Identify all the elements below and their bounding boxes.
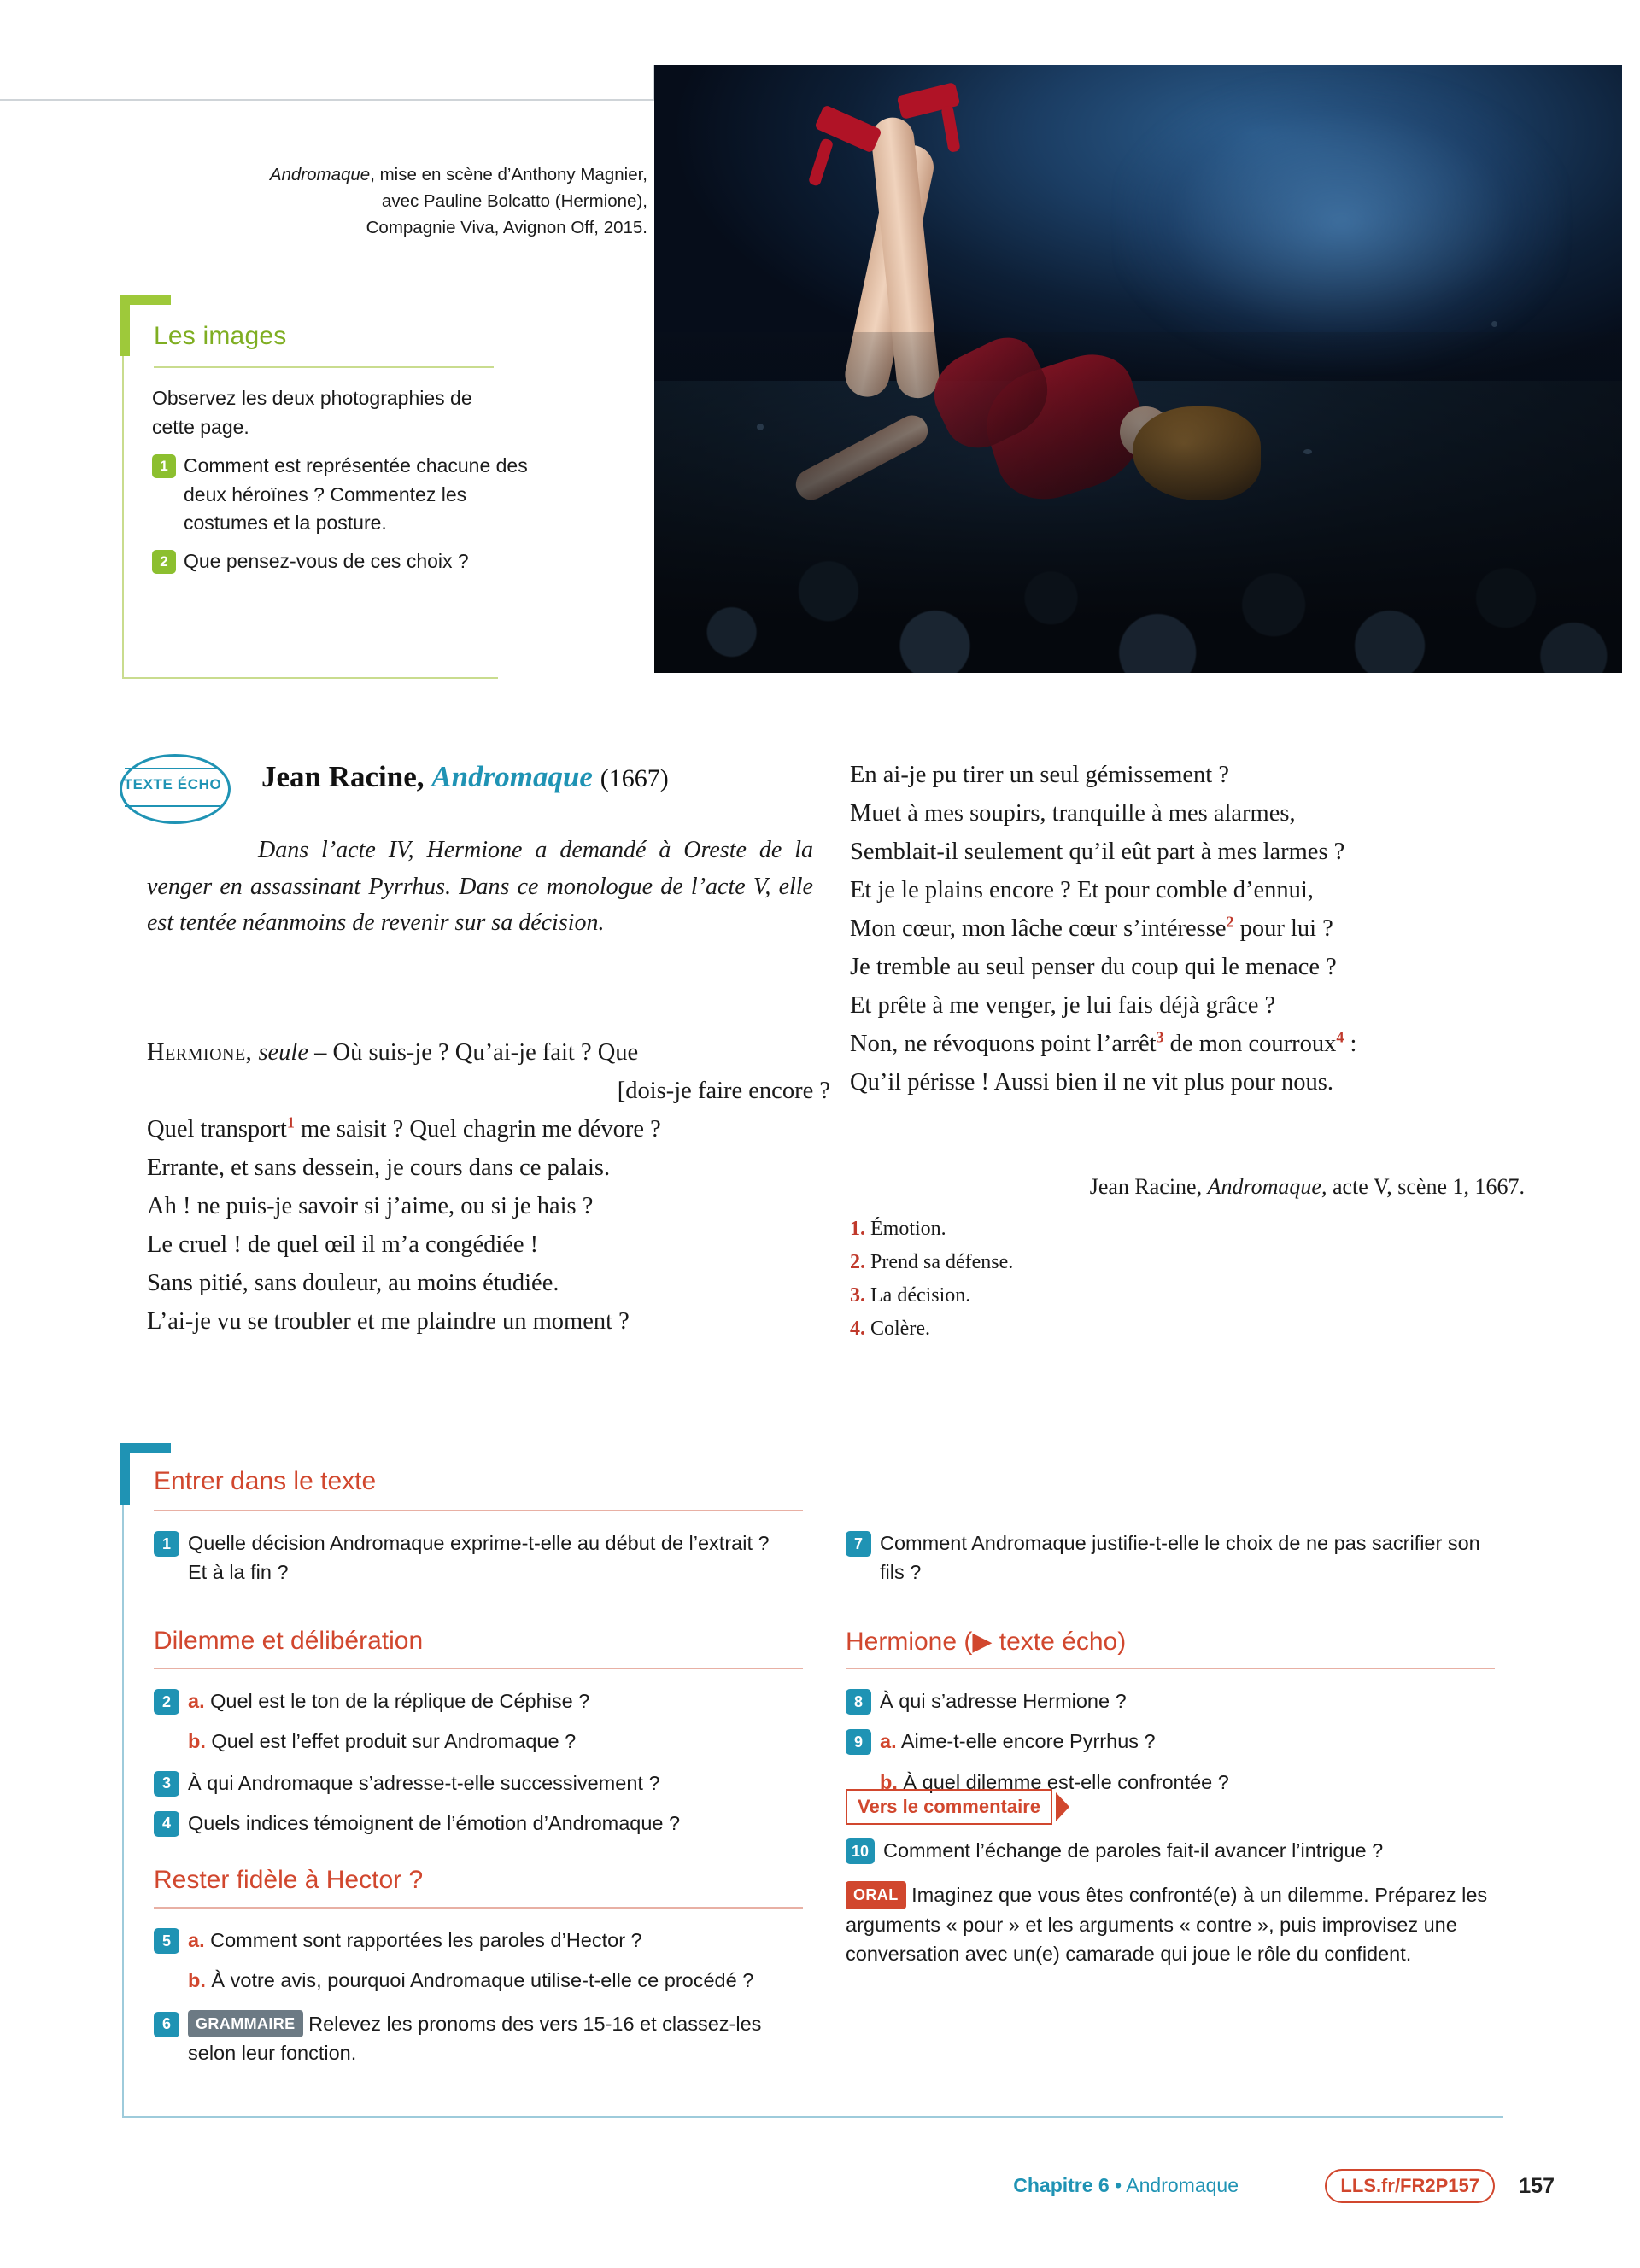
verse-line: Semblait-il seulement qu’il eût part à mes larmes ? <box>850 839 1345 866</box>
question-text <box>188 1926 642 1955</box>
stage-direction: seule <box>258 1039 308 1066</box>
question-number-badge: 10 <box>846 1838 875 1864</box>
les-images-title: Les images <box>154 322 287 350</box>
photo-debris-speck <box>757 424 764 430</box>
footnote-item <box>850 1312 1362 1346</box>
photo-debris-speck <box>1303 449 1312 454</box>
section-rule <box>154 1907 803 1909</box>
section-rule <box>154 1668 803 1669</box>
verse-line: Muet à mes soupirs, tranquille à mes alarmes, <box>850 800 1296 827</box>
panel-corner-accent-vertical <box>120 1443 130 1505</box>
panel-left-rule <box>122 1505 124 2118</box>
stage-photograph <box>654 65 1622 673</box>
verse-line: Quel transport$^1$ me saisit ? Quel chagrin me dévore ? <box>147 1114 661 1143</box>
list-item <box>152 547 536 576</box>
stamp-label: TEXTE ÉCHO <box>123 776 222 792</box>
activities-column-left-2 <box>154 1686 786 1849</box>
activities-column-right <box>846 1529 1495 1599</box>
footnote-text: Émotion. <box>870 1218 946 1240</box>
photo-stage-light <box>1119 77 1564 369</box>
question-number-badge: 4 <box>154 1811 179 1837</box>
chevron-right-icon <box>1056 1792 1069 1821</box>
list-item <box>154 1809 786 1838</box>
vers-le-commentaire-label: Vers le commentaire <box>846 1789 1052 1825</box>
les-images-title-rule <box>154 366 494 368</box>
verse-line: – Où suis-je ? Qu’ai-je fait ? Que <box>314 1039 639 1066</box>
footer-chapter-rest: • Andromaque <box>1109 2174 1239 2196</box>
vers-le-commentaire-content <box>846 1836 1495 1968</box>
les-images-intro: Observez les deux photographies de cette page. <box>152 387 472 439</box>
list-item <box>846 1727 1495 1756</box>
source-title: Andromaque, <box>1207 1174 1327 1199</box>
question-text <box>188 1686 589 1716</box>
verse-line: Et je le plains encore ? Et pour comble d’ennui, <box>850 877 1314 904</box>
activities-column-left <box>154 1529 786 1599</box>
footnote-number: 1. <box>850 1218 865 1240</box>
question-part-label: a. <box>188 1690 205 1712</box>
question-part-text: Quel est l’effet produit sur Andromaque ? <box>205 1730 577 1753</box>
verse-line: Le cruel ! de quel œil il m’a congédiée ! <box>147 1231 539 1259</box>
panel-bottom-rule <box>122 2116 1503 2118</box>
verse-line: Errante, et sans dessein, je cours dans ce palais. <box>147 1154 611 1182</box>
question-text: Comment est représentée chacune des deux héroïnes ? Commentez les costumes et la posture. <box>184 454 528 535</box>
text-author: Jean Racine, <box>261 760 425 793</box>
question-part-label: b. <box>188 1969 206 1992</box>
question-text: Comment Andromaque justifie-t-elle le choix de ne pas sacrifier son fils ? <box>880 1532 1480 1584</box>
les-images-question-list <box>152 452 536 585</box>
text-source <box>850 1174 1525 1200</box>
text-title: Andromaque <box>431 760 593 793</box>
footnote-item <box>850 1213 1362 1246</box>
question-part-label: a. <box>880 1730 897 1753</box>
text-chapeau: Dans l’acte IV, Hermione a demandé à Oreste de la venger en assassinant Pyrrhus. Dans ce monologue de l’acte V, elle est tentée néanmoins de revenir sur sa décision. <box>147 837 813 937</box>
caption-line-1-rest: , mise en scène d’Anthony Magnier, <box>370 165 647 184</box>
oral-text: Imaginez que vous êtes confronté(e) à un dilemme. Préparez les arguments « pour » et les arguments « contre », puis improvisez une conversation avec un(e) camarade qui joue le rôle du confident. <box>846 1884 1488 1965</box>
footer-chapter-bold: Chapitre 6 <box>1013 2174 1110 2196</box>
verse-line: Ah ! ne puis-je savoir si j’aime, ou si je hais ? <box>147 1193 594 1220</box>
caption-line-2: avec Pauline Bolcatto (Hermione), <box>381 190 647 211</box>
section-title-entrer-dans-le-texte: Entrer dans le texte <box>154 1467 377 1495</box>
question-number-badge: 5 <box>154 1928 179 1954</box>
page-number: 157 <box>1519 2174 1555 2198</box>
question-part-text: À votre avis, pourquoi Andromaque utilise-t-elle ce procédé ? <box>205 1969 754 1992</box>
list-item <box>846 1529 1495 1587</box>
source-prefix: Jean Racine, <box>1089 1174 1208 1199</box>
question-text: Quelle décision Andromaque exprime-t-elle au début de l’extrait ? Et à la fin ? <box>188 1532 770 1584</box>
question-number-badge: 2 <box>152 550 176 574</box>
footer-chapter <box>1013 2174 1239 2197</box>
verse-line: Je tremble au seul penser du coup qui le menace ? <box>850 954 1337 981</box>
question-number-badge: 1 <box>154 1531 179 1557</box>
question-part-text: Relevez les pronoms des vers 15-16 et classez-les selon leur fonction. <box>188 2012 762 2064</box>
question-text: À qui Andromaque s’adresse-t-elle successivement ? <box>188 1771 660 1794</box>
panel-bottom-rule <box>122 677 498 679</box>
section-rule <box>154 1510 803 1511</box>
texte-echo-stamp-icon <box>120 747 226 826</box>
section-title-hermione: Hermione (▶ texte écho) <box>846 1628 1127 1656</box>
lls-link-badge[interactable]: LLS.fr/FR2P157 <box>1325 2169 1495 2203</box>
list-item <box>154 1926 786 1955</box>
list-item <box>152 452 536 538</box>
list-item <box>154 2009 786 2068</box>
text-heading <box>261 760 808 794</box>
question-number-badge: 6 <box>154 2012 179 2037</box>
caption-line-3: Compagnie Viva, Avignon Off, 2015. <box>366 217 647 237</box>
footnote-number: 3. <box>850 1283 865 1306</box>
question-part-text: Comment sont rapportées les paroles d’Hector ? <box>204 1929 642 1951</box>
question-part-text: À quel dilemme est-elle confrontée ? <box>897 1770 1229 1793</box>
footnote-text: Colère. <box>870 1317 930 1340</box>
verse-line: En ai-je pu tirer un seul gémissement ? <box>850 762 1229 788</box>
panel-corner-accent-vertical <box>120 295 130 356</box>
question-text <box>880 1727 1156 1756</box>
question-part-text: Quel est le ton de la réplique de Céphise ? <box>204 1690 590 1712</box>
header-rule <box>0 99 654 101</box>
section-title-dilemme-et-deliberation: Dilemme et délibération <box>154 1627 424 1655</box>
panel-left-rule <box>122 356 124 679</box>
question-text: À qui s’adresse Hermione ? <box>880 1690 1127 1712</box>
verse-line: Et prête à me venger, je lui fais déjà grâce ? <box>850 992 1276 1020</box>
verse-line-runover: [dois-je faire encore ? <box>617 1078 830 1105</box>
question-number-badge: 2 <box>154 1689 179 1715</box>
verse-line: Sans pitié, sans douleur, au moins étudiée. <box>147 1270 559 1297</box>
question-number-badge: 1 <box>152 454 176 478</box>
photo-caption <box>161 162 647 241</box>
footnote-text: La décision. <box>870 1283 971 1306</box>
stamp-rule-top <box>125 768 220 769</box>
verse-column-right <box>850 756 1525 1102</box>
question-part-label: a. <box>188 1929 205 1951</box>
grammaire-tag: GRAMMAIRE <box>188 2010 303 2037</box>
speaker-name: Hermione, <box>147 1039 253 1066</box>
caption-work-title: Andromaque <box>269 165 371 184</box>
list-item <box>846 1686 1495 1716</box>
question-text <box>188 2009 786 2068</box>
verse-line: L’ai-je vu se troubler et me plaindre un moment ? <box>147 1308 630 1336</box>
section-title-rester-fidele-a-hector: Rester fidèle à Hector ? <box>154 1866 424 1894</box>
footnote-list <box>850 1213 1362 1346</box>
question-part-label: b. <box>880 1770 898 1793</box>
footnote-text: Prend sa défense. <box>870 1250 1014 1273</box>
text-year: (1667) <box>600 764 669 792</box>
question-number-badge: 9 <box>846 1729 871 1755</box>
question-subpart <box>188 1966 786 1995</box>
footnote-number: 2. <box>850 1250 865 1273</box>
section-rule <box>846 1668 1495 1669</box>
footnote-number: 4. <box>850 1317 865 1340</box>
verse-line: Mon cœur, mon lâche cœur s’intéresse$^2$ pour lui ? <box>850 913 1333 943</box>
question-text: Quels indices témoignent de l’émotion d’Andromaque ? <box>188 1811 681 1834</box>
oral-activity <box>846 1880 1495 1968</box>
list-item <box>154 1768 786 1797</box>
oral-tag: ORAL <box>846 1881 906 1909</box>
question-part-label: b. <box>188 1730 206 1753</box>
question-part-text: Aime-t-elle encore Pyrrhus ? <box>896 1730 1156 1753</box>
vers-le-commentaire-banner <box>846 1789 1069 1825</box>
page-footer <box>0 2169 1640 2212</box>
question-text: Comment l’échange de paroles fait-il avancer l’intrigue ? <box>883 1839 1384 1862</box>
activities-column-left-3 <box>154 1926 786 2078</box>
list-item <box>154 1529 786 1587</box>
list-item <box>846 1836 1495 1865</box>
footnote-item <box>850 1279 1362 1312</box>
photo-debris <box>654 332 1622 673</box>
question-number-badge: 7 <box>846 1531 871 1557</box>
photo-debris-speck <box>1491 321 1497 327</box>
source-suffix: acte V, scène 1, 1667. <box>1327 1174 1525 1199</box>
list-item <box>154 1686 786 1716</box>
verse-line: Non, ne révoquons point l’arrêt$^3$ de mon courroux$^4$ : <box>850 1028 1357 1058</box>
footnote-item <box>850 1246 1362 1279</box>
question-subpart <box>188 1727 786 1756</box>
question-text: Que pensez-vous de ces choix ? <box>184 549 469 572</box>
verse-column-left <box>147 1033 830 1341</box>
verse-line: Qu’il périsse ! Aussi bien il ne vit plus pour nous. <box>850 1069 1334 1096</box>
question-number-badge: 3 <box>154 1771 179 1797</box>
les-images-panel <box>120 295 572 679</box>
stamp-rule-bottom <box>125 805 220 807</box>
question-number-badge: 8 <box>846 1689 871 1715</box>
activities-column-right-2 <box>846 1686 1495 1797</box>
